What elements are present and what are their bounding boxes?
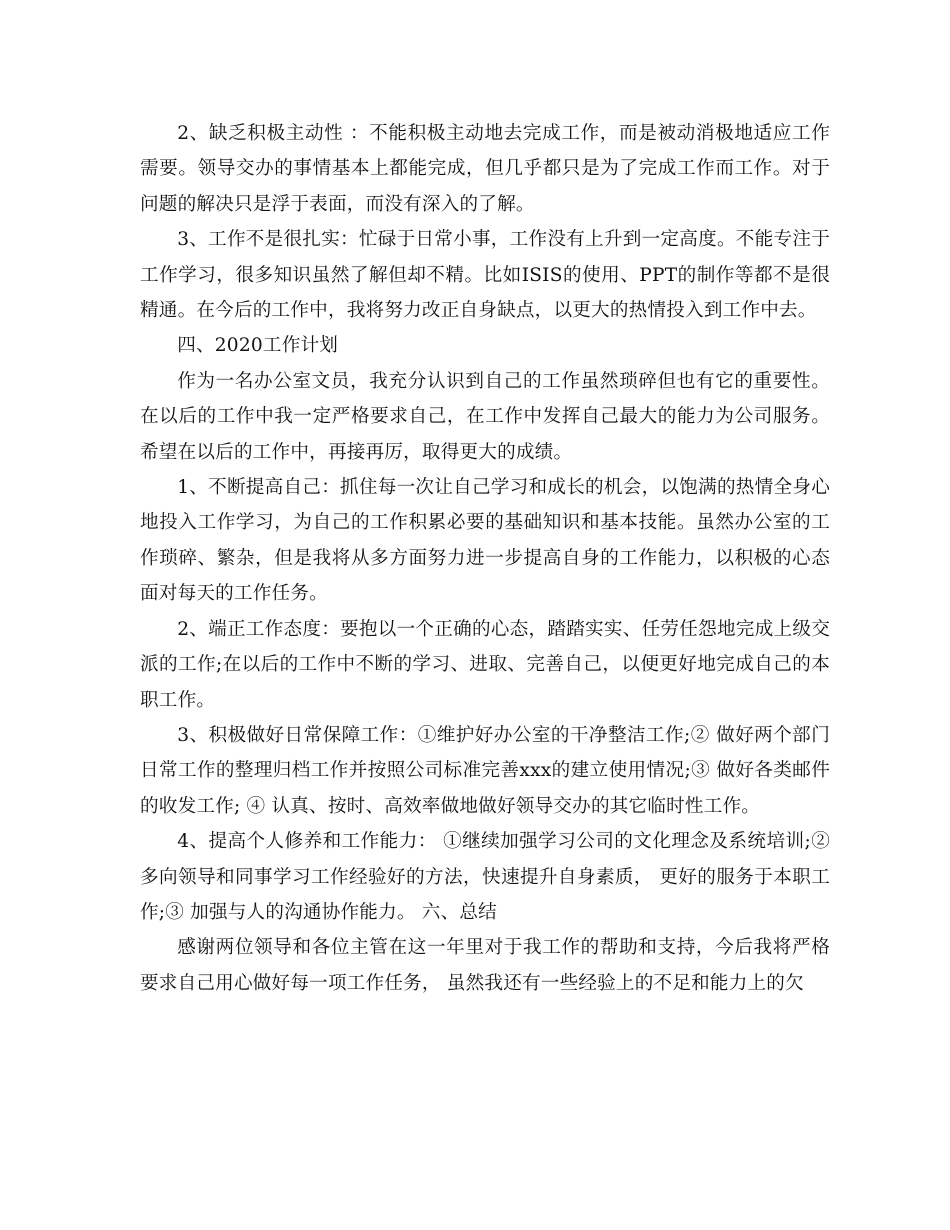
paragraph-shortcoming-solidity: 3、工作不是很扎实：忙碌于日常小事，工作没有上升到一定高度。不能专注于工作学习，很多知识虽然了解但却不精。比如ISIS的使用、PPT的制作等都不是很精通。在今后的工作中，我将努力改正自身缺点，以更大的热情投入到工作中去。 — [140, 229, 830, 322]
document-body — [140, 116, 830, 1001]
section-heading-work-plan: 四、2020工作计划 — [177, 335, 339, 357]
paragraph-summary-thanks: 感谢两位领导和各位主管在这一年里对于我工作的帮助和支持，今后我将严格要求自己用心做好每一项工作任务， 虽然我还有一些经验上的不足和能力上的欠 — [140, 937, 830, 994]
paragraph-plan-improve-self: 1、不断提高自己：抓住每一次让自己学习和成长的机会，以饱满的热情全身心地投入工作学习，为自己的工作积累必要的基础知识和基本技能。虽然办公室的工作琐碎、繁杂，但是我将从多方面努力进一步提高自身的工作能力，以积极的心态面对每天的工作任务。 — [140, 477, 830, 605]
paragraph-plan-cultivation: 4、提高个人修养和工作能力： ①继续加强学习公司的文化理念及系统培训;② 多向领导和同事学习工作经验好的方法，快速提升自身素质， 更好的服务于本职工作;③ 加强与人的沟通协作能力。 六、总结 — [140, 831, 830, 923]
paragraph-shortcoming-initiative: 2、缺乏积极主动性 ：不能积极主动地去完成工作，而是被动消极地适应工作需要。领导交办的事情基本上都能完成，但几乎都只是为了完成工作而工作。对于问题的解决只是浮于表面，而没有深入的了解。 — [140, 123, 830, 215]
paragraph-plan-attitude: 2、端正工作态度：要抱以一个正确的心态，踏踏实实、任劳任怨地完成上级交派的工作;在以后的工作中不断的学习、进取、完善自己，以便更好地完成自己的本职工作。 — [140, 618, 830, 711]
paragraph-plan-support-work: 3、积极做好日常保障工作：①维护好办公室的干净整洁工作;② 做好两个部门日常工作的整理归档工作并按照公司标准完善xxx的建立使用情况;③ 做好各类邮件的收发工作; ④ 认真、按时、高效率做地做好领导交办的其它临时性工作。 — [140, 724, 830, 817]
paragraph-plan-intro: 作为一名办公室文员，我充分认识到自己的工作虽然琐碎但也有它的重要性。在以后的工作中我一定严格要求自己，在工作中发挥自己最大的能力为公司服务。希望在以后的工作中，再接再厉，取得更大的成绩。 — [140, 370, 830, 463]
